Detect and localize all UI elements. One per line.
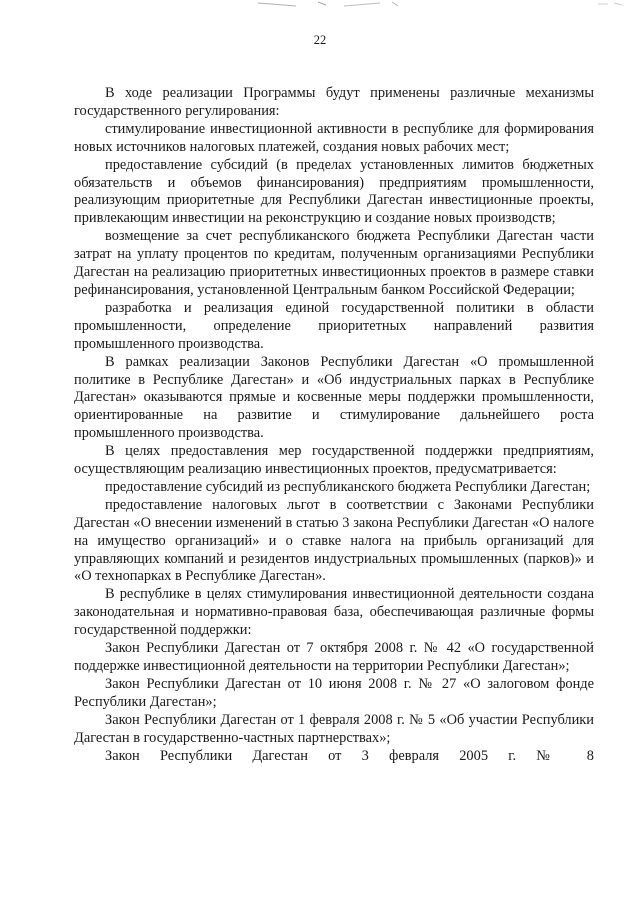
- paragraph-legal-base: В республике в целях стимулирования инвестиционной деятельности создана законодательная и нормативно-правовая база, обеспечивающая различные формы государственной поддержки:: [74, 586, 594, 639]
- paragraph-tax-benefits: предоставление налоговых льгот в соответствии с Законами Республики Дагестан «О внесении изменений в статью 3 закона Республики Дагестан «О налоге на имущество организаций» и о ставке налога на прибыль организаций для управляющих компаний и резидентов индустриальных промышленных (парков)» и «О технопарках в Республике Дагестан».: [74, 496, 594, 585]
- paragraph-law-42: Закон Республики Дагестан от 7 октября 2008 г. № 42 «О государственной поддержке инвестиционной деятельности на территории Республики Дагестан»;: [74, 640, 594, 674]
- scan-artifact-marks: [0, 0, 640, 10]
- paragraph-law-8: Закон Республики Дагестан от 3 февраля 2005 г. № 8: [105, 747, 594, 764]
- paragraph-interest-compensation: возмещение за счет республиканского бюджета Республики Дагестан части затрат на уплату процентов по кредитам, полученным организациями Республики Дагестан на реализацию приоритетных инвестиционных проектов в размере ставки рефинансирования, установленной Центральным банком Российской Федерации;: [74, 228, 594, 298]
- paragraph-support-measures: В целях предоставления мер государственной поддержки предприятиям, осуществляющим реализацию инвестиционных проектов, предусматривается:: [74, 443, 594, 478]
- paragraph-industrial-policy: разработка и реализация единой государственной политики в области промышленности, определение приоритетных направлений развития промышленного производства.: [74, 299, 594, 352]
- paragraph-law-27: Закон Республики Дагестан от 10 июня 2008 г. № 27 «О залоговом фонде Республики Дагестан»;: [74, 675, 594, 710]
- paragraph-laws-framework: В рамках реализации Законов Республики Дагестан «О промышленной политике в Республике Дагестан» и «Об индустриальных парках в Республике Дагестан» оказываются прямые и косвенные меры поддержки промышленности, ориентированные на развитие и стимулирование дальнейшего роста промышленного производства.: [74, 353, 594, 442]
- paragraph-investment-stimulation: стимулирование инвестиционной активности в республике для формирования новых источников налоговых платежей, создания новых рабочих мест;: [74, 120, 594, 155]
- paragraph-budget-subsidies: предоставление субсидий из республиканского бюджета Республики Дагестан;: [105, 478, 591, 495]
- paragraph-intro: В ходе реализации Программы будут применены различные механизмы государственного регулирования:: [74, 85, 594, 119]
- page-number: 22: [313, 33, 327, 47]
- paragraph-law-5: Закон Республики Дагестан от 1 февраля 2008 г. № 5 «Об участии Республики Дагестан в государственно-частных партнерствах»;: [74, 711, 594, 746]
- document-body: [74, 85, 594, 765]
- paragraph-subsidies: предоставление субсидий (в пределах установленных лимитов бюджетных обязательств и объемов финансирования) предприятиям промышленности, реализующим приоритетные для Республики Дагестан инвестиционные проекты, привлекающим инвестиции на реконструкцию и создание новых производств;: [74, 156, 594, 227]
